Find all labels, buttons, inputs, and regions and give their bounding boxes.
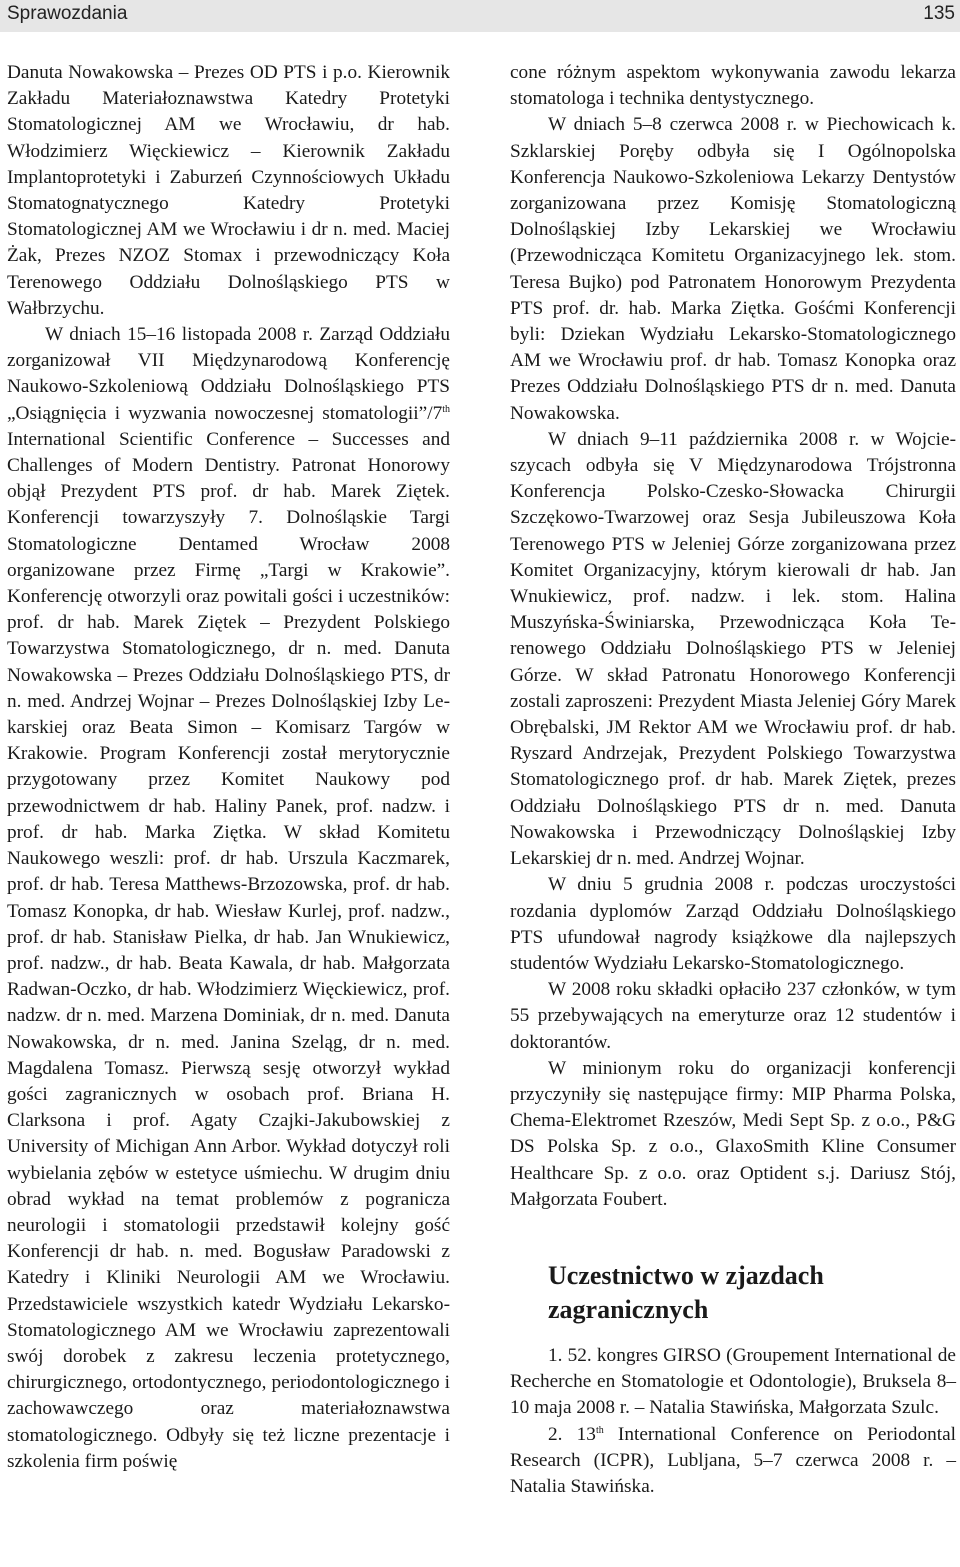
list-item <box>510 1422 956 1501</box>
paragraph-committee: Danuta Nowakowska – Prezes OD PTS i p.o. Kierownik Zakładu Materiałoznawstwa Katedry Protetyki Stomatologicznej AM we Wrocławiu, dr hab. Włodzimierz Więckiewicz – Kierownik Zakładu Implantoprotetyki i Zaburzeń Czynnościowych Układu Stomatognatycznego Katedry Protetyki Stomatologicznej AM we Wrocławiu i dr n. med. Maciej Żak, Prezes NZOZ Stomax i przewodniczący Koła Terenowego Oddziału Dolnośląskiego PTS w Wałbrzychu. <box>7 62 450 319</box>
paragraph-conference-november <box>7 322 450 1475</box>
right-column <box>510 60 956 1500</box>
paragraph-membership: W 2008 roku składki opłaciło 237 członków, w tym 55 przebywających na emeryturze oraz 12 studentów i doktorantów. <box>510 979 956 1053</box>
paragraph-conference-june: W dniach 5–8 czerwca 2008 r. w Piechowicach k. Szklarskiej Poręby odbyła się I Ogólnopolska Konferencja Naukowo-Szkoleniowa Lekarzy Dentystów zorganizowana przez Komisję Stomatologiczną Dolnośląskiej Izby Lekarskiej we Wrocławiu (Przewodnicząca Komitetu Organizacyjnego lek. stom. Teresa Bujko) pod Patronatem Honorowym Prezydenta PTS prof. dr. hab. Marka Ziętka. Gośćmi Konferencji byli: Dziekan Wydziału Lekarsko-Stomatologicznego AM we Wrocławiu prof. dr hab. Tomasz Konopka oraz Prezes Oddziału Dolnośląskiego PTS dr n. med. Danuta Nowakowska. <box>510 114 956 424</box>
section-heading: Uczestnictwo w zjazdach zagranicznych <box>548 1260 824 1324</box>
section-title: Sprawozdania <box>7 3 128 24</box>
paragraph-sponsors: W minionym roku do organizacji konferencji przyczyniły się następujące firmy: MIP Pharma Polska, Chema-Elektromet Rzeszów, Medi Sept Sp. z o.o., P&G DS Polska Sp. z o.o., GlaxoSmith Kline Consumer Healthcare Sp. z o.o. oraz Optident s.j. Dariusz Stój, Małgorzata Foubert. <box>510 1057 956 1210</box>
paragraph-text: International Scientific Conference – Successes and Challenges of Modern Dentistry. Patronat Honorowy objął Prezydent PTS prof. dr hab. Marek Ziętek. Konferencji towarzyszyły 7. Dolnośląskie Targi Stomatologiczne Dentamed Wrocław 2008 organizowane przez Firmę „Targi w Krakowie”. Konferencję otworzyli oraz powitali gości i uczestników: prof. dr hab. Marek Ziętek – Prezydent Polskiego Towarzystwa Stomatologicznego, dr n. med. Danuta Nowakowska – Prezes Oddziału Dolnośląskiego PTS, dr n. med. Andrzej Wojnar – Prezes Dolnośląskiej Izby Lekarskiej oraz Beata Simon – Komisarz Targów w Krakowie. Program Konferencji został merytorycznie przygotowany przez Komitet Naukowy pod przewodnictwem dr hab. Haliny Panek, prof. nadzw. i prof. dr hab. Marka Ziętka. W skład Komitetu Naukowego weszli: prof. dr hab. Urszula Kaczmarek, prof. dr hab. Teresa Matthews-Brzozowska, prof. dr hab. Tomasz Konopka, dr hab. Wiesław Kurlej, prof. nadzw., prof. dr hab. Stanisław Pielka, dr hab. Jan Wnukiewicz, prof. nadzw., dr hab. Beata Kawala, dr hab. Małgorzata Radwan-Oczko, dr hab. Włodzimierz Więckiewicz, prof. nadzw. dr n. med. Marzena Dominiak, dr n. med. Danuta Nowakowska, dr n. med. Janina Szeląg, dr n. med. Magdalena Tomasz. Pierwszą sesję otworzył wykład gości zagranicznych w osobach prof. Briana H. Clarksona i prof. Agaty Czajki-Jakubowskiej z University of Michigan Ann Arbor. Wykład dotyczył roli wybielania zębów w estetyce uśmiechu. W drugim dniu obrad wykład na temat problemów z pogranicza neurologii i stomatologii przedstawił kolejny gość Konferencji dr hab. n. med. Bogusław Paradowski z Katedry i Kliniki Neurologii AM we Wrocławiu. Przedstawiciele wszystkich katedr Wydziału Lekarsko-Stomatologicznego AM we Wrocławiu zaprezentowali swój dorobek z zakresu leczenia protetycznego, chirurgicznego, ortodontycznego, periodontologicznego i zachowawczego oraz materiałoznawstwa stomatologicznego. Odbyły się też liczne prezentacje i szkolenia firm poświę <box>7 428 450 1472</box>
superscript: th <box>595 1424 604 1436</box>
page-number: 135 <box>923 3 955 24</box>
paragraph-conference-october: W dniach 9–11 października 2008 r. w Wojcieszycach odbyła się V Międzynarodowa Trójstronna Konferencja Polsko-Czesko-Słowacka Chirurgii Szczękowo-Twarzowej oraz Sesja Jubileuszowa Koła Terenowego PTS w Jeleniej Górze zorganizowana przez Komitet Organizacyjny, którym kierowali dr hab. Jan Wnukiewicz, prof. nadzw. i lek. stom. Halina Muszyńska-Świniarska, Przewodnicząca Koła Terenowego Oddziału Dolnośląskiego PTS w Jeleniej Górze. W skład Patronatu Honorowego Konferencji zostali zaproszeni: Prezydent Miasta Jeleniej Góry Marek Obrębalski, JM Rektor AM we Wrocławiu prof. dr hab. Ryszard Andrzejak, Prezydent Polskiego Towarzystwa Stomatologicznego prof. dr hab. Marek Ziętek, prezes Oddziału Dolnośląskiego PTS dr n. med. Danuta Nowakowska i Przewodniczący Dolnośląskiej Izby Lekarskiej dr n. med. Andrzej Wojnar. <box>510 428 956 870</box>
running-header <box>0 0 960 32</box>
left-column <box>7 60 450 1475</box>
superscript: th <box>442 403 450 415</box>
list-item-text: 2. 13 <box>548 1423 596 1445</box>
paragraph-text: W dniach 15–16 listopada 2008 r. Zarząd Oddziału zorganizował VII Międzynarodową Konferencję Naukowo-Szkoleniową Oddziału Dolnośląskiego PTS „Osiągnięcia i wyzwania nowoczesnej stomatologii”/7 <box>7 324 450 424</box>
list-item: 1. 52. kongres GIRSO (Groupement International de Recherche en Stomatologie et Odontologie), Bruksela 8–10 maja 2008 r. – Natalia Stawińska, Małgorzata Szulc. <box>510 1344 956 1419</box>
paragraph-continuation: cone różnym aspektom wykonywania zawodu lekarza stomatologa i technika dentystycznego. <box>510 62 956 110</box>
list-item-text: International Conference on Periodontal Research (ICPR), Lubljana, 5–7 czerwca 2008 r. – Natalia Stawińska. <box>510 1423 956 1497</box>
paragraph-diplomas: W dniu 5 grudnia 2008 r. podczas uroczystości rozdania dyplomów Zarząd Oddziału Dolnośląskiego PTS ufundował nagrody książkowe dla najlepszych studentów Wydziału Lekarsko-Stomatologicznego. <box>510 874 956 974</box>
